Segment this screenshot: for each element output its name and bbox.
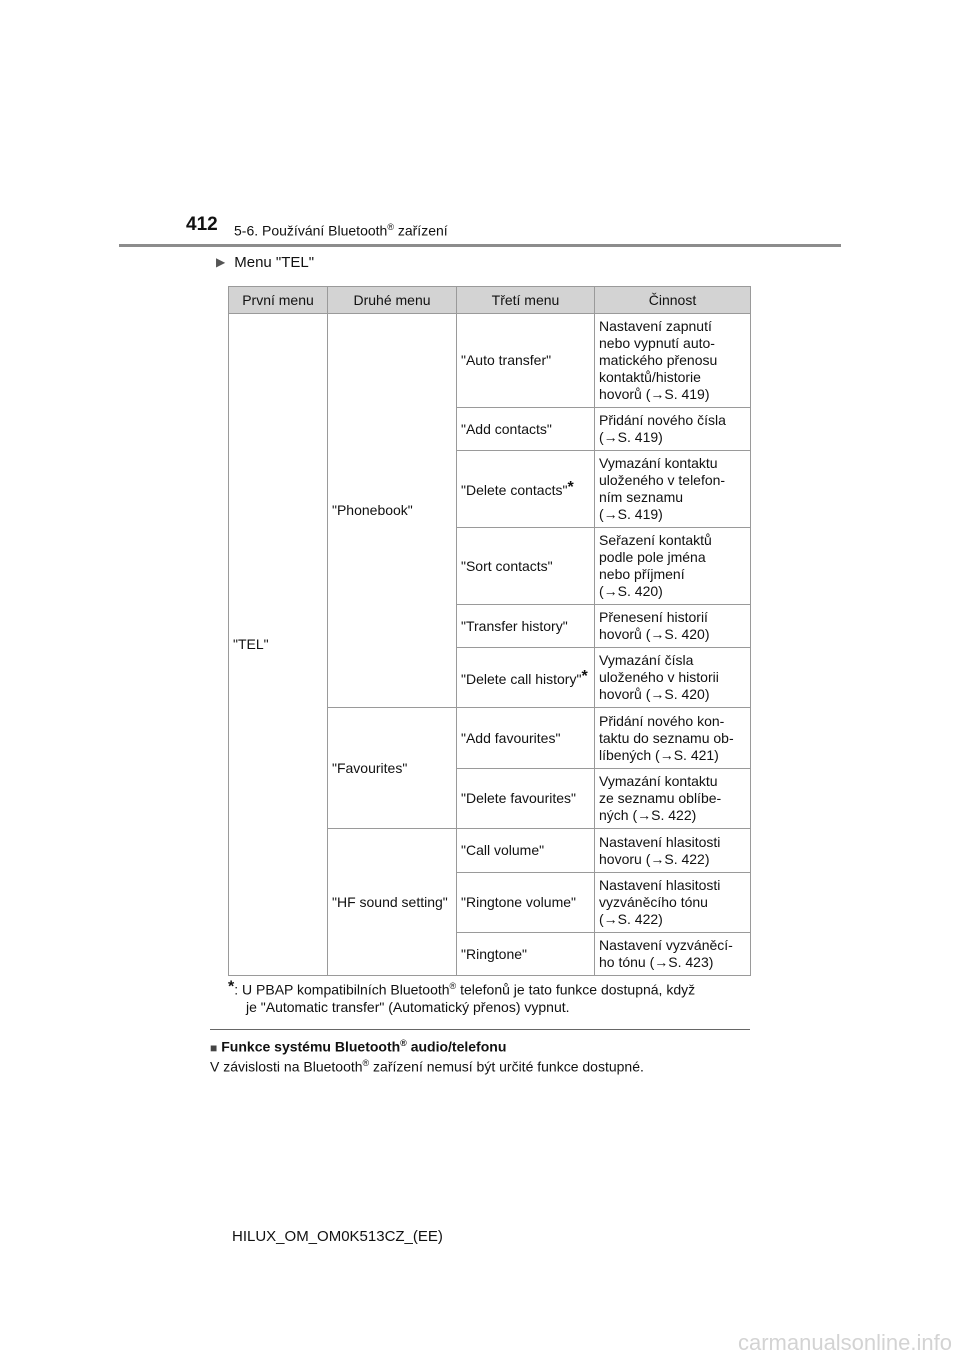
action-cell (595, 314, 751, 408)
third-menu-cell (457, 708, 595, 769)
action-cell (595, 451, 751, 528)
section-title (234, 222, 448, 239)
third-menu-label: "Auto transfer" (461, 352, 552, 368)
third-menu-cell (457, 829, 595, 873)
note-text-part: zařízení nemusí být určité funkce dostupné. (369, 1058, 644, 1075)
separator-rule (210, 1029, 750, 1030)
third-menu-cell (457, 648, 595, 708)
third-menu-cell (457, 873, 595, 933)
table-header-row (229, 287, 751, 314)
action-line: ných (→S. 422) (599, 807, 697, 823)
action-line: Seřazení kontaktů (599, 532, 712, 548)
action-line: nebo vypnutí auto- (599, 335, 715, 351)
third-menu-label: "Transfer history" (461, 617, 568, 634)
action-line: matického přenosu (599, 352, 718, 368)
third-menu-label: "Add favourites" (461, 729, 561, 746)
third-menu-label: "Add contacts" (461, 420, 552, 437)
third-menu-cell (457, 528, 595, 605)
action-line: Přidání nového kon- (599, 712, 725, 729)
column-header: Druhé menu (328, 287, 457, 314)
action-cell (595, 648, 751, 708)
third-menu-label: "Delete favourites" (461, 790, 576, 806)
action-line: (→S. 419) (599, 506, 663, 522)
action-line: ním seznamu (599, 489, 684, 505)
third-menu-label: "Ringtone" (461, 945, 527, 962)
triangle-bullet-icon: ▶ (216, 255, 226, 269)
note-text (210, 1058, 644, 1075)
registered-mark: ® (387, 222, 394, 232)
footnote (228, 978, 750, 1016)
action-line: hovoru (→S. 422) (599, 850, 710, 867)
square-bullet-icon: ■ (210, 1040, 218, 1055)
third-menu-label: "Call volume" (461, 842, 545, 858)
footnote-star: * (228, 978, 235, 996)
action-line: ze seznamu oblíbe- (599, 790, 722, 806)
registered-mark: ® (400, 1038, 407, 1048)
action-line: Vymazání kontaktu (599, 455, 718, 471)
action-line: hovorů (→S. 420) (599, 626, 710, 642)
footnote-star: * (567, 479, 574, 496)
action-line: uloženého v historii (599, 669, 719, 685)
action-line: Přenesení historií (599, 609, 708, 625)
action-line: Nastavení hlasitosti (599, 833, 721, 850)
action-line: podle pole jména (599, 549, 706, 565)
third-menu-label: "Sort contacts" (461, 557, 553, 574)
action-line: Přidání nového čísla (599, 412, 726, 428)
header-rule (119, 244, 841, 247)
footnote-text: : U PBAP kompatibilních Bluetooth (234, 981, 450, 998)
table-row (229, 314, 751, 408)
document-code: HILUX_OM_OM0K513CZ_(EE) (232, 1228, 443, 1245)
action-line: líbených (→S. 421) (599, 746, 719, 763)
third-menu-cell (457, 933, 595, 976)
page-number: 412 (186, 214, 218, 235)
note-title (210, 1038, 506, 1055)
action-cell (595, 829, 751, 873)
action-line: (→S. 419) (599, 429, 663, 445)
footnote-star: * (581, 667, 588, 685)
section-title-prefix: 5-6. Používání Bluetooth (234, 222, 388, 239)
footnote-text: telefonů je tato funkce dostupná, když (456, 981, 696, 998)
first-menu-cell: "TEL" (229, 314, 328, 976)
action-line: Vymazání čísla (599, 652, 694, 668)
third-menu-label: "Ringtone volume" (461, 894, 577, 910)
column-header: První menu (229, 287, 328, 314)
action-line: Vymazání kontaktu (599, 773, 718, 789)
note-title-text: audio/telefonu (406, 1038, 507, 1055)
note-title-text: Funkce systému Bluetooth (221, 1038, 401, 1055)
table-body (229, 314, 751, 976)
column-header: Činnost (595, 287, 751, 314)
action-line: Nastavení hlasitosti (599, 877, 721, 893)
action-cell (595, 708, 751, 769)
third-menu-cell (457, 451, 595, 528)
third-menu-cell (457, 769, 595, 829)
third-menu-cell (457, 605, 595, 648)
action-cell (595, 933, 751, 976)
action-cell (595, 528, 751, 605)
action-line: (→S. 422) (599, 911, 663, 927)
footnote-line (228, 978, 750, 999)
action-line: nebo příjmení (599, 566, 685, 582)
third-menu-cell (457, 408, 595, 451)
action-cell (595, 769, 751, 829)
third-menu-label: "Delete contacts" (461, 482, 568, 498)
action-line: uloženého v telefon- (599, 472, 726, 488)
action-cell (595, 408, 751, 451)
watermark: carmanualsonline.info (737, 1330, 952, 1355)
registered-mark: ® (362, 1058, 370, 1068)
footnote-line: je "Automatic transfer" (Automatický přenos) vypnut. (246, 998, 570, 1015)
action-line: ho tónu (→S. 423) (599, 954, 714, 970)
action-line: taktu do seznamu ob- (599, 729, 734, 746)
action-line: hovorů (→S. 419) (599, 386, 710, 402)
note-text-part: V závislosti na Bluetooth (210, 1058, 363, 1075)
third-menu-label: "Delete call history" (461, 670, 582, 687)
second-menu-cell: "Phonebook" (328, 314, 457, 708)
action-line: vyzváněcího tónu (599, 894, 708, 910)
action-line: (→S. 420) (599, 583, 663, 599)
third-menu-cell (457, 314, 595, 408)
registered-mark: ® (449, 981, 457, 991)
second-menu-cell: "Favourites" (328, 708, 457, 829)
section-title-suffix: zařízení (393, 222, 448, 239)
menu-title (216, 254, 314, 271)
second-menu-cell: "HF sound setting" (328, 829, 457, 976)
column-header: Třetí menu (457, 287, 595, 314)
menu-title-text: Menu "TEL" (234, 254, 315, 271)
menu-table (228, 286, 751, 976)
action-cell (595, 605, 751, 648)
action-line: Nastavení vyzváněcí- (599, 937, 733, 953)
action-cell (595, 873, 751, 933)
action-line: kontaktů/historie (599, 369, 701, 385)
action-line: Nastavení zapnutí (599, 318, 712, 334)
action-line: hovorů (→S. 420) (599, 686, 710, 702)
